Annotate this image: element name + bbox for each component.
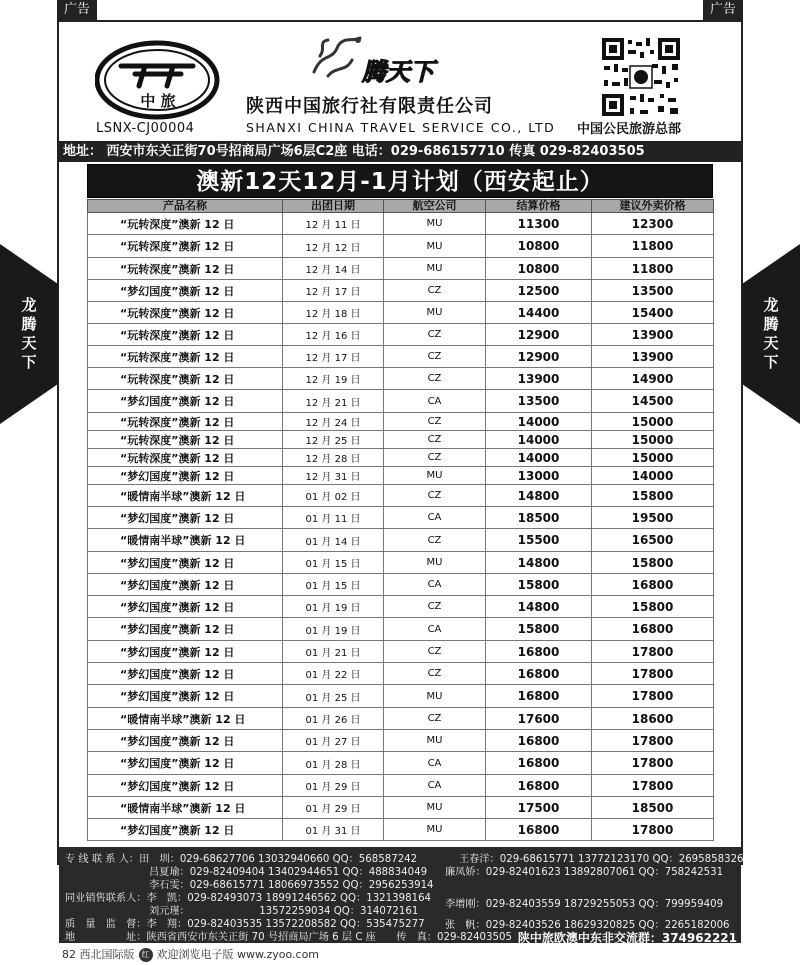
- settle-price-cell: 17600: [486, 708, 592, 730]
- table-row: [88, 390, 714, 413]
- date-cell: 01 月 14 日: [283, 529, 384, 552]
- airline-cell: MU: [384, 258, 486, 280]
- retail-price-cell: 17800: [592, 685, 714, 708]
- ad-label-right: 广告: [703, 0, 743, 20]
- contact-line: 同业销售联系人：李 凯：029-82493073 18991246562 QQ：1321398164: [65, 893, 432, 904]
- date-cell: 12 月 17 日: [283, 280, 384, 302]
- header-airline: 航空公司: [384, 200, 486, 213]
- price-table: [87, 199, 714, 841]
- product-name-cell: “暖情南半球”澳新 12 日: [88, 708, 283, 730]
- date-cell: 12 月 28 日: [283, 449, 384, 467]
- table-row: [88, 346, 714, 368]
- table-row: [88, 641, 714, 663]
- group-chat-number: 陕中旅欧澳中东非交流群：374962221: [517, 931, 737, 945]
- product-name-cell: “玩转深度”澳新 12 日: [88, 449, 283, 467]
- retail-price-cell: 16800: [592, 618, 714, 641]
- retail-price-cell: 15800: [592, 485, 714, 507]
- ad-label-left: 广告: [57, 0, 97, 20]
- date-cell: 12 月 21 日: [283, 390, 384, 413]
- retail-price-cell: 14000: [592, 467, 714, 485]
- retail-price-cell: 15400: [592, 302, 714, 324]
- date-cell: 01 月 29 日: [283, 797, 384, 819]
- retail-price-cell: 13900: [592, 346, 714, 368]
- product-name-cell: “梦幻国度”澳新 12 日: [88, 730, 283, 752]
- retail-price-cell: 16500: [592, 529, 714, 552]
- table-row: [88, 685, 714, 708]
- contact-line: 地 址：陕西省西安市东关正街 70 号招商局广场 6 层 C 座 传 真：029-82403505: [65, 932, 512, 943]
- retail-price-cell: 14900: [592, 368, 714, 390]
- table-row: [88, 449, 714, 467]
- contact-line: 质 量 监 督：李 翔：029-82403535 13572208582 QQ：535475277: [65, 919, 425, 930]
- table-row: [88, 431, 714, 449]
- retail-price-cell: 17800: [592, 641, 714, 663]
- date-cell: 01 月 15 日: [283, 574, 384, 596]
- table-row: [88, 485, 714, 507]
- date-cell: 01 月 11 日: [283, 507, 384, 529]
- company-name-cn: 陕西中国旅行社有限责任公司: [246, 96, 493, 117]
- contact-line: 李石雯：029-68615771 18066973552 QQ：2956253914: [149, 880, 434, 891]
- airline-cell: CZ: [384, 708, 486, 730]
- airline-cell: MU: [384, 213, 486, 235]
- airline-cell: MU: [384, 819, 486, 841]
- contact-line: 专 线 联 系 人：田 圳：029-68627706 13032940660 QQ：568587242: [65, 854, 418, 865]
- table-row: [88, 574, 714, 596]
- table-row: [88, 467, 714, 485]
- table-row: [88, 752, 714, 775]
- date-cell: 01 月 28 日: [283, 752, 384, 775]
- airline-cell: CZ: [384, 529, 486, 552]
- contact-line: 李增刚：029-82403559 18729255053 QQ：799959409: [445, 899, 724, 910]
- contact-line: 刘元瑾： 13572259034 QQ：314072161: [149, 906, 419, 917]
- license-number: LSNX-CJ00004: [96, 121, 195, 136]
- retail-price-cell: 15000: [592, 431, 714, 449]
- date-cell: 01 月 26 日: [283, 708, 384, 730]
- date-cell: 01 月 22 日: [283, 663, 384, 685]
- airline-cell: CZ: [384, 413, 486, 431]
- settle-price-cell: 12900: [486, 346, 592, 368]
- settle-price-cell: 13900: [486, 368, 592, 390]
- product-name-cell: “梦幻国度”澳新 12 日: [88, 596, 283, 618]
- date-cell: 01 月 02 日: [283, 485, 384, 507]
- product-name-cell: “暖情南半球”澳新 12 日: [88, 529, 283, 552]
- slogan-text: 腾天下: [362, 57, 434, 86]
- airline-cell: CZ: [384, 368, 486, 390]
- settle-price-cell: 18500: [486, 507, 592, 529]
- airline-cell: CZ: [384, 324, 486, 346]
- date-cell: 01 月 19 日: [283, 596, 384, 618]
- table-row: [88, 302, 714, 324]
- logo-text: 中 旅: [140, 92, 176, 110]
- settle-price-cell: 14400: [486, 302, 592, 324]
- settle-price-cell: 12900: [486, 324, 592, 346]
- retail-price-cell: 15000: [592, 449, 714, 467]
- table-row: [88, 708, 714, 730]
- date-cell: 12 月 11 日: [283, 213, 384, 235]
- settle-price-cell: 11300: [486, 213, 592, 235]
- retail-price-cell: 13900: [592, 324, 714, 346]
- settle-price-cell: 12500: [486, 280, 592, 302]
- retail-price-cell: 15800: [592, 552, 714, 574]
- airline-cell: CZ: [384, 449, 486, 467]
- contact-line: 吕夏瑜：029-82409404 13402944651 QQ：488834049: [149, 867, 428, 878]
- table-row: [88, 258, 714, 280]
- airline-cell: CZ: [384, 663, 486, 685]
- table-row: [88, 324, 714, 346]
- settle-price-cell: 17500: [486, 797, 592, 819]
- contact-line: 廉凤娇：029-82401623 13892807061 QQ：758242531: [445, 867, 724, 878]
- settle-price-cell: 14000: [486, 431, 592, 449]
- airline-cell: MU: [384, 797, 486, 819]
- product-name-cell: “梦幻国度”澳新 12 日: [88, 280, 283, 302]
- airline-cell: CA: [384, 618, 486, 641]
- contact-line: 张 帆：029-82403526 18629320825 QQ：2265182006: [445, 920, 730, 931]
- settle-price-cell: 10800: [486, 235, 592, 258]
- retail-price-cell: 19500: [592, 507, 714, 529]
- airline-cell: CZ: [384, 596, 486, 618]
- retail-price-cell: 12300: [592, 213, 714, 235]
- airline-cell: CZ: [384, 641, 486, 663]
- side-text-left: 龙 腾 天 下: [21, 296, 37, 371]
- product-name-cell: “梦幻国度”澳新 12 日: [88, 467, 283, 485]
- table-row: [88, 775, 714, 797]
- table-row: [88, 618, 714, 641]
- table-row: [88, 663, 714, 685]
- airline-cell: CA: [384, 507, 486, 529]
- airline-cell: MU: [384, 552, 486, 574]
- table-row: [88, 213, 714, 235]
- date-cell: 12 月 12 日: [283, 235, 384, 258]
- product-name-cell: “梦幻国度”澳新 12 日: [88, 663, 283, 685]
- table-row: [88, 413, 714, 431]
- settle-price-cell: 16800: [486, 752, 592, 775]
- settle-price-cell: 14000: [486, 449, 592, 467]
- airline-cell: CA: [384, 752, 486, 775]
- retail-price-cell: 13500: [592, 280, 714, 302]
- airline-cell: CZ: [384, 431, 486, 449]
- product-name-cell: “暖情南半球”澳新 12 日: [88, 485, 283, 507]
- product-name-cell: “梦幻国度”澳新 12 日: [88, 641, 283, 663]
- footer-page: 82 西北国际版: [62, 948, 135, 961]
- product-name-cell: “玩转深度”澳新 12 日: [88, 258, 283, 280]
- product-name-cell: “梦幻国度”澳新 12 日: [88, 685, 283, 708]
- product-name-cell: “玩转深度”澳新 12 日: [88, 324, 283, 346]
- airline-cell: CA: [384, 574, 486, 596]
- table-row: [88, 819, 714, 841]
- qr-caption: 中国公民旅游总部: [577, 122, 682, 137]
- product-name-cell: “梦幻国度”澳新 12 日: [88, 752, 283, 775]
- airline-cell: CA: [384, 775, 486, 797]
- settle-price-cell: 16800: [486, 663, 592, 685]
- product-name-cell: “玩转深度”澳新 12 日: [88, 213, 283, 235]
- date-cell: 12 月 25 日: [283, 431, 384, 449]
- date-cell: 12 月 31 日: [283, 467, 384, 485]
- settle-price-cell: 13000: [486, 467, 592, 485]
- product-name-cell: “梦幻国度”澳新 12 日: [88, 618, 283, 641]
- retail-price-cell: 17800: [592, 752, 714, 775]
- date-cell: 12 月 17 日: [283, 346, 384, 368]
- settle-price-cell: 15800: [486, 618, 592, 641]
- settle-price-cell: 14800: [486, 596, 592, 618]
- table-row: [88, 368, 714, 390]
- date-cell: 01 月 21 日: [283, 641, 384, 663]
- date-cell: 12 月 19 日: [283, 368, 384, 390]
- airline-cell: CZ: [384, 485, 486, 507]
- table-row: [88, 552, 714, 574]
- airline-cell: MU: [384, 467, 486, 485]
- airline-cell: MU: [384, 302, 486, 324]
- product-name-cell: “梦幻国度”澳新 12 日: [88, 775, 283, 797]
- side-tab-left: [0, 244, 58, 424]
- dragon-icon: [308, 32, 368, 84]
- settle-price-cell: 10800: [486, 258, 592, 280]
- settle-price-cell: 16800: [486, 685, 592, 708]
- retail-price-cell: 11800: [592, 235, 714, 258]
- date-cell: 01 月 31 日: [283, 819, 384, 841]
- side-tab-right: [742, 244, 800, 424]
- retail-price-cell: 17800: [592, 663, 714, 685]
- settle-price-cell: 16800: [486, 730, 592, 752]
- table-row: [88, 280, 714, 302]
- settle-price-cell: 15500: [486, 529, 592, 552]
- product-name-cell: “梦幻国度”澳新 12 日: [88, 574, 283, 596]
- product-name-cell: “玩转深度”澳新 12 日: [88, 413, 283, 431]
- date-cell: 12 月 14 日: [283, 258, 384, 280]
- airline-cell: CZ: [384, 346, 486, 368]
- footer-badge-icon: 红: [139, 948, 153, 962]
- table-row: [88, 797, 714, 819]
- retail-price-cell: 15800: [592, 596, 714, 618]
- product-name-cell: “玩转深度”澳新 12 日: [88, 431, 283, 449]
- page-footer: [62, 946, 319, 962]
- table-row: [88, 529, 714, 552]
- page-title: 澳新12天12月-1月计划（西安起止）: [87, 164, 713, 198]
- product-name-cell: “梦幻国度”澳新 12 日: [88, 390, 283, 413]
- retail-price-cell: 16800: [592, 574, 714, 596]
- settle-price-cell: 13500: [486, 390, 592, 413]
- cts-logo: [95, 40, 220, 120]
- product-name-cell: “玩转深度”澳新 12 日: [88, 235, 283, 258]
- airline-cell: MU: [384, 235, 486, 258]
- contacts-panel: [59, 847, 744, 945]
- product-name-cell: “梦幻国度”澳新 12 日: [88, 819, 283, 841]
- date-cell: 01 月 15 日: [283, 552, 384, 574]
- product-name-cell: “玩转深度”澳新 12 日: [88, 368, 283, 390]
- table-row: [88, 596, 714, 618]
- retail-price-cell: 17800: [592, 775, 714, 797]
- address-bar: 地址： 西安市东关正街70号招商局广场6层C2座 电话：029-686157710 传真 029-82403505: [59, 141, 741, 162]
- side-text-right: 龙 腾 天 下: [763, 296, 779, 371]
- settle-price-cell: 16800: [486, 641, 592, 663]
- date-cell: 01 月 19 日: [283, 618, 384, 641]
- settle-price-cell: 14800: [486, 485, 592, 507]
- header-retail-price: 建议外卖价格: [592, 200, 714, 213]
- settle-price-cell: 16800: [486, 775, 592, 797]
- date-cell: 01 月 27 日: [283, 730, 384, 752]
- airline-cell: MU: [384, 730, 486, 752]
- retail-price-cell: 18600: [592, 708, 714, 730]
- contact-line: 王春洋：029-68615771 13772123170 QQ：2695858326: [459, 854, 744, 865]
- header-date: 出团日期: [283, 200, 384, 213]
- table-row: [88, 507, 714, 529]
- qr-code-icon: [600, 36, 682, 118]
- settle-price-cell: 14000: [486, 413, 592, 431]
- header-settle-price: 结算价格: [486, 200, 592, 213]
- product-name-cell: “梦幻国度”澳新 12 日: [88, 552, 283, 574]
- table-row: [88, 730, 714, 752]
- product-name-cell: “玩转深度”澳新 12 日: [88, 346, 283, 368]
- product-name-cell: “暖情南半球”澳新 12 日: [88, 797, 283, 819]
- retail-price-cell: 15000: [592, 413, 714, 431]
- date-cell: 12 月 24 日: [283, 413, 384, 431]
- date-cell: 01 月 25 日: [283, 685, 384, 708]
- retail-price-cell: 17800: [592, 819, 714, 841]
- date-cell: 12 月 16 日: [283, 324, 384, 346]
- date-cell: 12 月 18 日: [283, 302, 384, 324]
- retail-price-cell: 14500: [592, 390, 714, 413]
- settle-price-cell: 14800: [486, 552, 592, 574]
- settle-price-cell: 15800: [486, 574, 592, 596]
- date-cell: 01 月 29 日: [283, 775, 384, 797]
- table-row: [88, 235, 714, 258]
- retail-price-cell: 11800: [592, 258, 714, 280]
- airline-cell: CZ: [384, 280, 486, 302]
- product-name-cell: “玩转深度”澳新 12 日: [88, 302, 283, 324]
- retail-price-cell: 17800: [592, 730, 714, 752]
- company-name-en: SHANXI CHINA TRAVEL SERVICE CO., LTD: [246, 120, 556, 135]
- header-product: 产品名称: [88, 200, 283, 213]
- airline-cell: MU: [384, 685, 486, 708]
- table-header-row: [88, 200, 714, 213]
- settle-price-cell: 16800: [486, 819, 592, 841]
- footer-text: 欢迎浏览电子版 www.zyoo.com: [156, 948, 320, 961]
- airline-cell: CA: [384, 390, 486, 413]
- product-name-cell: “梦幻国度”澳新 12 日: [88, 507, 283, 529]
- retail-price-cell: 18500: [592, 797, 714, 819]
